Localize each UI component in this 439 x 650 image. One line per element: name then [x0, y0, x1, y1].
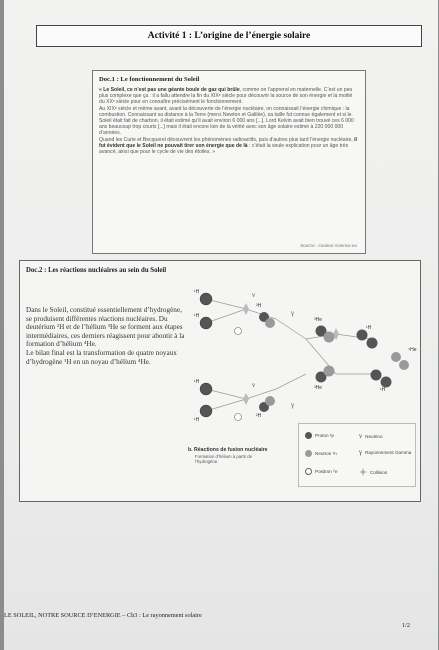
label-h1-f: ¹H — [380, 387, 386, 393]
doc2-paragraph-1: Dans le Soleil, constitué essentiellement d’hydrogène, se produisent différentes réactions nucléaires. Du deutérium ²H et de l’hélium ³He se forment aux étapes intermédiaires, ces derniers réagissent pour aboutir à la formation d’hélium ⁴He. — [26, 306, 185, 349]
legend-neutrino: ν Neutrino — [359, 432, 383, 440]
figure-caption-title: b. Réactions de fusion nucléaire — [188, 447, 268, 453]
legend-proton: Proton ¹p — [305, 432, 334, 439]
label-he3-a: ³He — [314, 317, 323, 323]
doc1-paragraph-3: Quand les Curie et Becquerel découvrent les phénomènes radioactifs, puis d’autres plus tard l’énergie nucléaire, il fut évident que le Soleil ne pouvait tirer son énergie que de là : c’était la seule explication pour un âge très avancé, ainsi que pour le cycle de vie des étoiles. » — [99, 136, 357, 156]
positron-swatch — [305, 468, 312, 475]
label-he3-b: ³He — [314, 385, 323, 391]
doc1-paragraph-2: Au XIXᵉ siècle et même avant, avant la découverte de l’énergie nucléaire, on connaissait l’énergie chimique : la combustion. Connaissant sa distance à la Terre (merci Newton et Galilée), sa taille fut connue également et si le Soleil était fait de charbon, il était estimé qu’il avait environ 6 000 ans [...]. Lord Kelvin avait bien trouvé ces 6 000 ans beaucoup trop courts [...] mais il était encore loin de la vérité avec son âge solaire estimé à 220 000 000 d’années. — [99, 105, 354, 137]
label-h2-a: ²H — [256, 303, 262, 309]
figure-legend — [298, 423, 416, 487]
doc2-paragraph-2: Le bilan final est la transformation de quatre noyaux d’hydrogène ¹H en un noyau d’hélium ⁴He. — [26, 348, 177, 366]
proton-swatch — [305, 432, 312, 439]
page-footer: LE SOLEIL, NOTRE SOURCE D’ENERGIE – Ch3 : Le rayonnement solaire — [4, 612, 202, 619]
label-h2-b: ²H — [256, 413, 262, 419]
gamma-symbol-b: γ — [291, 401, 295, 409]
doc2-box — [19, 260, 421, 502]
doc1-text — [99, 87, 357, 155]
label-h1-d: ¹H — [194, 417, 200, 423]
neutron-swatch — [305, 450, 312, 457]
fusion-diagram — [186, 279, 418, 447]
legend-neutron: Neutron ¹n — [305, 450, 337, 457]
proton-particles — [200, 293, 392, 417]
label-h1-a: ¹H — [194, 289, 200, 295]
neutrino-symbol-a: ν — [252, 291, 256, 299]
legend-positron: Positron ⁰e — [305, 468, 338, 475]
legend-gamma: γ Rayonnement Gamma — [359, 448, 412, 456]
activity-title: Activité 1 : L’origine de l’énergie solaire — [36, 25, 422, 47]
label-he4: ⁴He — [408, 347, 417, 353]
doc1-paragraph-1: « Le Soleil, ce n’est pas une géante boule de gaz qui brûle, comme on l’apprend en maternelle. C’est un peu plus complexe que ça : il a fallu attendre la fin du XIXᵉ siècle pour découvrir la source de son énergie et la moitié du XXᵉ siècle pour en connaître précisément le fonctionnement. — [99, 87, 353, 106]
doc1-title: Doc.1 : Le fonctionnement du Soleil — [99, 76, 200, 83]
gamma-icon: γ — [359, 448, 363, 456]
doc2-title: Doc.2 : Les réactions nucléaires au sein du Soleil — [26, 267, 167, 274]
neutrino-icon: ν — [359, 432, 363, 440]
page-number: 1/2 — [402, 622, 411, 629]
doc1-box — [92, 70, 366, 254]
label-h1-b: ¹H — [194, 313, 200, 319]
doc1-source: Source : couleur-science.eu — [300, 243, 357, 248]
gamma-symbol-a: γ — [291, 309, 295, 317]
document-page — [4, 0, 438, 650]
legend-collision: Collision — [359, 468, 387, 476]
collision-icon — [359, 468, 367, 476]
doc2-text — [26, 306, 186, 366]
figure-caption-subtitle: Formation d’hélium à partir de l’hydrogène. — [195, 454, 253, 464]
positron-particles — [235, 328, 242, 421]
label-h1-c: ¹H — [194, 379, 200, 385]
neutrino-symbol-b: ν — [252, 381, 256, 389]
label-h1-e: ¹H — [366, 325, 372, 331]
